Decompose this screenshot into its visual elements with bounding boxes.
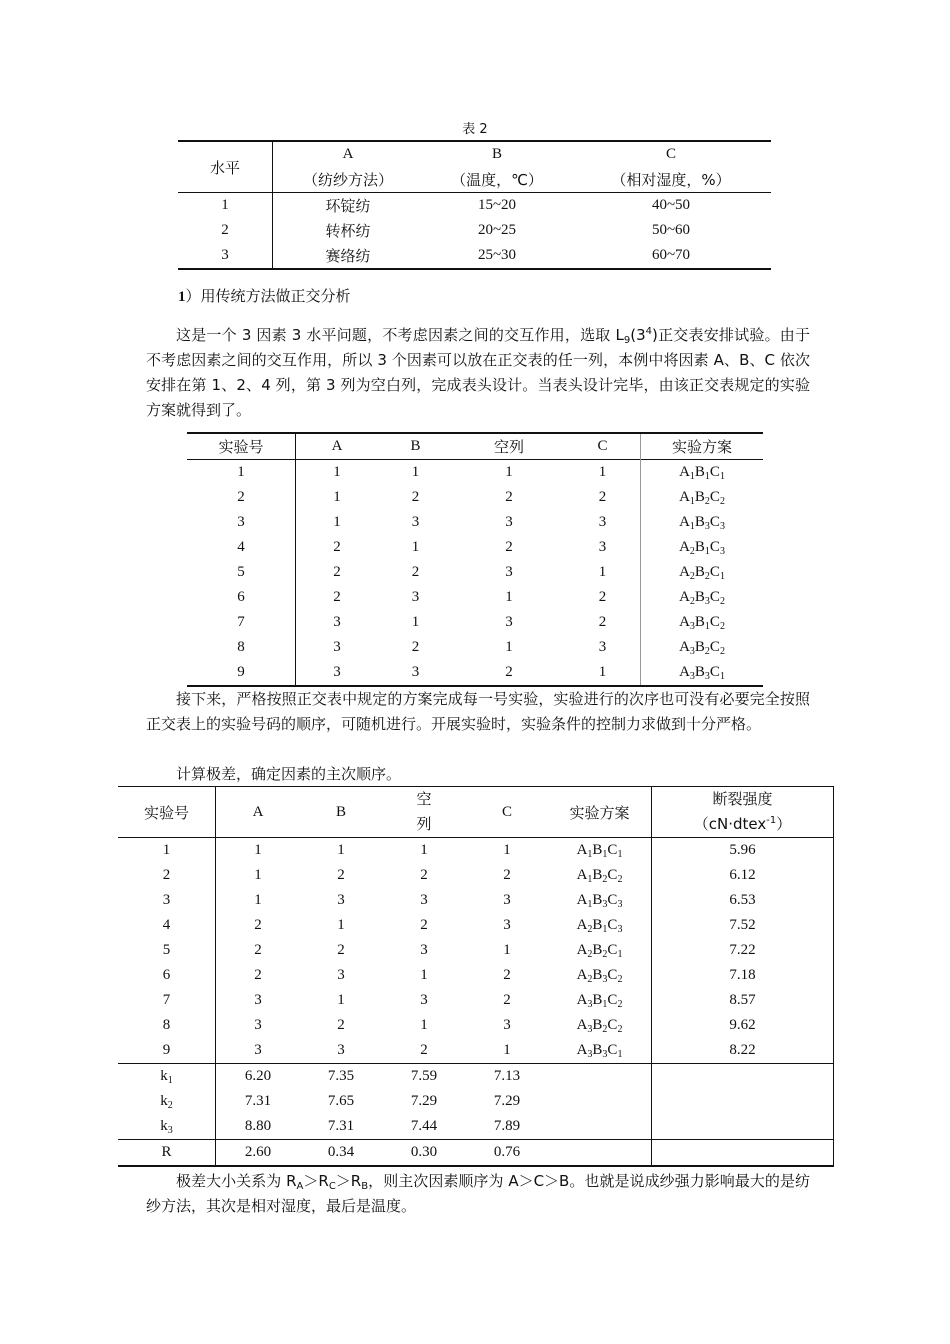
a-cell: 3 <box>254 992 262 1008</box>
factor-a-desc: （纺纱方法） <box>302 171 393 189</box>
header-c: C <box>565 433 641 460</box>
k-plan <box>548 1064 652 1090</box>
b-cell: 3 <box>411 589 420 605</box>
no-cell: 2 <box>187 485 296 510</box>
no-cell: 4 <box>118 913 216 938</box>
c-cell: 1 <box>503 842 511 858</box>
k-label <box>118 1089 216 1114</box>
k-empty: 7.44 <box>410 1118 438 1134</box>
empty-cell: 3 <box>505 514 513 530</box>
c-cell: 1 <box>565 660 641 686</box>
r-c: 0.76 <box>493 1144 521 1160</box>
no-cell: 3 <box>187 510 296 535</box>
k-row <box>118 1114 834 1140</box>
plan-cell: $A_3B_3C_1$ <box>679 664 725 682</box>
table-row <box>178 193 771 219</box>
a-cell: 2 <box>254 917 262 933</box>
k-plan <box>548 1089 652 1114</box>
empty-cell: 3 <box>420 992 428 1008</box>
header-a: A <box>331 438 343 454</box>
c-cell: 1 <box>565 460 641 486</box>
table-row <box>187 660 763 686</box>
plan-cell: $A_2B_3C_2$ <box>679 589 725 607</box>
para-text: 极差大小关系为 R <box>176 1172 297 1190</box>
a-cell: 3 <box>254 1042 262 1058</box>
table-row <box>187 635 763 660</box>
c-cell: 3 <box>565 535 641 560</box>
c-cell: 60~70 <box>651 247 691 263</box>
table-row <box>187 535 763 560</box>
empty-cell: 3 <box>420 942 428 958</box>
para-text: ，则主次因素顺序为 A＞C＞B。也就是说成纱强力影响最大的是纺纱方法，其次是相对湿度，最后是温度。 <box>146 1172 811 1215</box>
plan-cell: $A_3B_2C_2$ <box>679 639 725 657</box>
header-b: B <box>410 438 421 454</box>
r-subscript: C <box>328 1181 336 1192</box>
level-header: 水平 <box>178 141 273 193</box>
plan-cell: $A_2B_1C_3$ <box>548 913 652 938</box>
section-heading <box>178 285 351 306</box>
r-b: 0.34 <box>327 1144 355 1160</box>
unit-exponent: -1 <box>766 815 777 826</box>
plan-cell: $A_1B_1C_1$ <box>548 838 652 864</box>
k-b: 7.31 <box>327 1118 355 1134</box>
r-subscript: B <box>361 1181 369 1192</box>
c-cell: 3 <box>565 510 641 535</box>
r-a: 2.60 <box>244 1144 272 1160</box>
a-cell: 1 <box>333 464 341 480</box>
table-row <box>187 485 763 510</box>
a-cell: 3 <box>333 664 341 680</box>
b-cell: 1 <box>337 992 345 1008</box>
a-cell: 3 <box>333 639 341 655</box>
no-cell: 9 <box>118 1038 216 1064</box>
header-a: A <box>252 803 264 820</box>
r-strength <box>652 1140 834 1167</box>
k-b: 7.65 <box>327 1093 355 1109</box>
c-cell: 2 <box>503 992 511 1008</box>
b-cell: 20~25 <box>477 222 517 238</box>
b-cell: 1 <box>411 464 420 480</box>
k-c: 7.13 <box>493 1068 521 1084</box>
empty-cell: 2 <box>420 1042 428 1058</box>
r-label: R <box>118 1140 216 1167</box>
table-row <box>118 888 834 913</box>
a-cell: 2 <box>333 589 341 605</box>
c-cell: 2 <box>503 967 511 983</box>
c-cell: 3 <box>503 1017 511 1033</box>
c-cell: 3 <box>503 892 511 908</box>
plan-cell: $A_2B_1C_3$ <box>679 539 725 557</box>
a-cell: 3 <box>254 1017 262 1033</box>
no-cell: 3 <box>118 888 216 913</box>
level-cell: 2 <box>178 218 273 243</box>
k-a: 7.31 <box>244 1093 272 1109</box>
para-text: ＞R <box>335 1172 362 1190</box>
factor-level-table <box>178 140 771 270</box>
c-cell: 2 <box>503 867 511 883</box>
empty-cell: 2 <box>420 917 428 933</box>
empty-cell: 2 <box>505 664 513 680</box>
table-row <box>187 510 763 535</box>
range-analysis-table <box>118 786 834 1167</box>
k-c: 7.89 <box>493 1118 521 1134</box>
empty-cell: 2 <box>420 867 428 883</box>
factor-c-desc: （相对湿度，%） <box>611 171 731 189</box>
table-row <box>118 1038 834 1064</box>
b-cell: 1 <box>337 917 345 933</box>
para-text: 这是一个 3 因素 3 水平问题，不考虑因素之间的交互作用，选取 L <box>176 326 624 344</box>
header-b: B <box>335 803 346 820</box>
header-empty-2: 列 <box>416 815 432 833</box>
k-row <box>118 1064 834 1090</box>
procedure-paragraph: 接下来，严格按照正交表中规定的方案完成每一号实验，实验进行的次序也可没有必要完全按照正交表上的实验号码的顺序，可随机进行。开展实验时，实验条件的控制力求做到十分严格。 <box>146 690 810 733</box>
plan-cell: $A_2B_2C_1$ <box>679 564 725 582</box>
para-text: (3 <box>630 326 646 344</box>
k-strength <box>652 1114 834 1140</box>
strength-cell: 8.22 <box>652 1038 834 1064</box>
header-strength-close: ） <box>776 815 792 833</box>
empty-cell: 2 <box>505 539 513 555</box>
table-row <box>118 913 834 938</box>
orthogonal-design-table <box>187 432 763 687</box>
no-cell: 8 <box>118 1013 216 1038</box>
c-cell: 40~50 <box>651 197 691 213</box>
no-cell: 6 <box>187 585 296 610</box>
b-cell: 3 <box>337 892 345 908</box>
plan-cell: $A_3B_3C_1$ <box>548 1038 652 1064</box>
table-row <box>187 610 763 635</box>
no-cell: 7 <box>118 988 216 1013</box>
strength-cell: 6.12 <box>652 863 834 888</box>
empty-cell: 3 <box>505 614 513 630</box>
exponent: 4 <box>645 326 653 337</box>
empty-cell: 1 <box>505 464 513 480</box>
no-cell: 5 <box>118 938 216 963</box>
table-row <box>118 938 834 963</box>
plan-cell: $A_2B_2C_1$ <box>548 938 652 963</box>
b-cell: 1 <box>411 539 420 555</box>
k-index: 1 <box>167 1075 173 1086</box>
header-no: 实验号 <box>118 787 216 838</box>
plan-cell: $A_2B_3C_2$ <box>548 963 652 988</box>
a-cell: 2 <box>333 564 341 580</box>
strength-cell: 8.57 <box>652 988 834 1013</box>
b-cell: 3 <box>337 967 345 983</box>
b-cell: 2 <box>337 1017 345 1033</box>
table-row <box>187 460 763 486</box>
factor-b-desc: （温度，℃） <box>451 171 543 189</box>
c-cell: 50~60 <box>651 222 691 238</box>
c-cell: 2 <box>565 610 641 635</box>
k-strength <box>652 1064 834 1090</box>
strength-cell: 7.18 <box>652 963 834 988</box>
k-a: 6.20 <box>244 1068 272 1084</box>
no-cell: 1 <box>187 460 296 486</box>
b-cell: 2 <box>411 639 420 655</box>
strength-cell: 7.52 <box>652 913 834 938</box>
header-empty-1: 空 <box>416 790 432 808</box>
heading-number: 1 <box>178 289 186 305</box>
a-cell: 1 <box>333 489 341 505</box>
header-plan: 实验方案 <box>548 787 652 838</box>
plan-cell: $A_1B_2C_2$ <box>548 863 652 888</box>
c-cell: 1 <box>503 942 511 958</box>
k-b: 7.35 <box>327 1068 355 1084</box>
level-cell: 1 <box>178 193 273 219</box>
para-text: ＞R <box>303 1172 329 1190</box>
intro-paragraph <box>146 323 810 423</box>
k-index: 2 <box>167 1100 173 1111</box>
k-letter: k <box>160 1068 168 1084</box>
a-cell: 3 <box>333 614 341 630</box>
table-row <box>118 1013 834 1038</box>
header-strength-unit: （cN·dtex <box>693 815 767 833</box>
b-cell: 3 <box>411 664 420 680</box>
heading-text: ）用传统方法做正交分析 <box>185 287 351 305</box>
a-cell: 环锭纺 <box>325 197 371 215</box>
empty-cell: 2 <box>505 489 513 505</box>
header-empty <box>382 787 466 838</box>
empty-cell: 1 <box>505 639 513 655</box>
k-row <box>118 1089 834 1114</box>
header-strength-1: 断裂强度 <box>712 790 773 808</box>
b-cell: 3 <box>411 514 420 530</box>
k-letter: k <box>160 1118 168 1134</box>
strength-cell: 9.62 <box>652 1013 834 1038</box>
plan-cell: $A_3B_1C_2$ <box>548 988 652 1013</box>
plan-cell: $A_1B_3C_3$ <box>679 514 725 532</box>
no-cell: 1 <box>118 838 216 864</box>
header-strength <box>652 787 834 838</box>
table-row <box>187 585 763 610</box>
no-cell: 4 <box>187 535 296 560</box>
b-cell: 2 <box>337 867 345 883</box>
a-cell: 2 <box>254 942 262 958</box>
table-row <box>118 838 834 864</box>
a-cell: 1 <box>254 892 262 908</box>
empty-cell: 1 <box>505 589 513 605</box>
empty-cell: 3 <box>420 892 428 908</box>
a-cell: 转杯纺 <box>325 222 371 240</box>
a-cell: 2 <box>333 539 341 555</box>
header-no: 实验号 <box>187 433 296 460</box>
header-empty: 空列 <box>493 438 524 456</box>
k-empty: 7.29 <box>410 1093 438 1109</box>
range-intro: 计算极差，确定因素的主次顺序。 <box>176 765 402 783</box>
empty-cell: 1 <box>420 967 428 983</box>
plan-cell: $A_3B_1C_2$ <box>679 614 725 632</box>
c-cell: 2 <box>565 485 641 510</box>
c-cell: 1 <box>503 1042 511 1058</box>
k-plan <box>548 1114 652 1140</box>
strength-cell: 6.53 <box>652 888 834 913</box>
b-cell: 25~30 <box>477 247 517 263</box>
strength-cell: 7.22 <box>652 938 834 963</box>
table-row <box>118 863 834 888</box>
empty-cell: 1 <box>420 842 428 858</box>
r-row <box>118 1140 834 1167</box>
empty-cell: 1 <box>420 1017 428 1033</box>
a-cell: 2 <box>254 967 262 983</box>
k-c: 7.29 <box>493 1093 521 1109</box>
plan-cell: $A_1B_2C_2$ <box>679 489 725 507</box>
empty-cell: 3 <box>505 564 513 580</box>
c-cell: 3 <box>503 917 511 933</box>
table1-caption: 表 2 <box>462 122 488 137</box>
b-cell: 3 <box>337 1042 345 1058</box>
r-empty: 0.30 <box>410 1144 438 1160</box>
factor-b-letter: B <box>491 146 502 162</box>
k-strength <box>652 1089 834 1114</box>
b-cell: 1 <box>411 614 420 630</box>
c-cell: 1 <box>565 560 641 585</box>
table-row <box>187 560 763 585</box>
para-text: )正交表安排试验。由于不考虑因素之间的交互作用，所以 3 个因素可以放在正交表的任一列，本例中将因素 A、B、C 依次安排在第 1、2、4 列，第 3 列为空白列，完成表头设计。当表头设计完毕，由该正交表规定的实验方案就得到了。 <box>146 326 810 419</box>
plan-cell: $A_3B_2C_2$ <box>548 1013 652 1038</box>
factor-a-letter: A <box>342 146 354 162</box>
header-c: C <box>501 803 512 820</box>
no-cell: 5 <box>187 560 296 585</box>
no-cell: 2 <box>118 863 216 888</box>
k-label <box>118 1114 216 1140</box>
a-cell: 赛络纺 <box>325 247 371 265</box>
conclusion-paragraph <box>146 1169 810 1219</box>
a-cell: 1 <box>254 867 262 883</box>
strength-cell: 5.96 <box>652 838 834 864</box>
no-cell: 9 <box>187 660 296 686</box>
header-plan: 实验方案 <box>671 438 732 456</box>
no-cell: 6 <box>118 963 216 988</box>
b-cell: 1 <box>337 842 345 858</box>
k-index: 3 <box>167 1125 173 1136</box>
b-cell: 2 <box>337 942 345 958</box>
k-letter: k <box>160 1093 168 1109</box>
no-cell: 7 <box>187 610 296 635</box>
b-cell: 2 <box>411 564 420 580</box>
r-subscript: A <box>296 1181 304 1192</box>
k-a: 8.80 <box>244 1118 272 1134</box>
plan-cell: $A_1B_1C_1$ <box>679 464 725 482</box>
table-row <box>178 218 771 243</box>
table-row <box>178 243 771 269</box>
level-cell: 3 <box>178 243 273 269</box>
no-cell: 8 <box>187 635 296 660</box>
r-plan <box>548 1140 652 1167</box>
c-cell: 2 <box>565 585 641 610</box>
table-row <box>118 963 834 988</box>
plan-cell: $A_1B_3C_3$ <box>548 888 652 913</box>
c-cell: 3 <box>565 635 641 660</box>
k-empty: 7.59 <box>410 1068 438 1084</box>
b-cell: 15~20 <box>477 197 517 213</box>
l9-subscript: 9 <box>623 335 631 346</box>
k-label <box>118 1064 216 1090</box>
factor-c-letter: C <box>665 146 676 162</box>
table-row <box>118 988 834 1013</box>
a-cell: 1 <box>333 514 341 530</box>
b-cell: 2 <box>411 489 420 505</box>
a-cell: 1 <box>254 842 262 858</box>
